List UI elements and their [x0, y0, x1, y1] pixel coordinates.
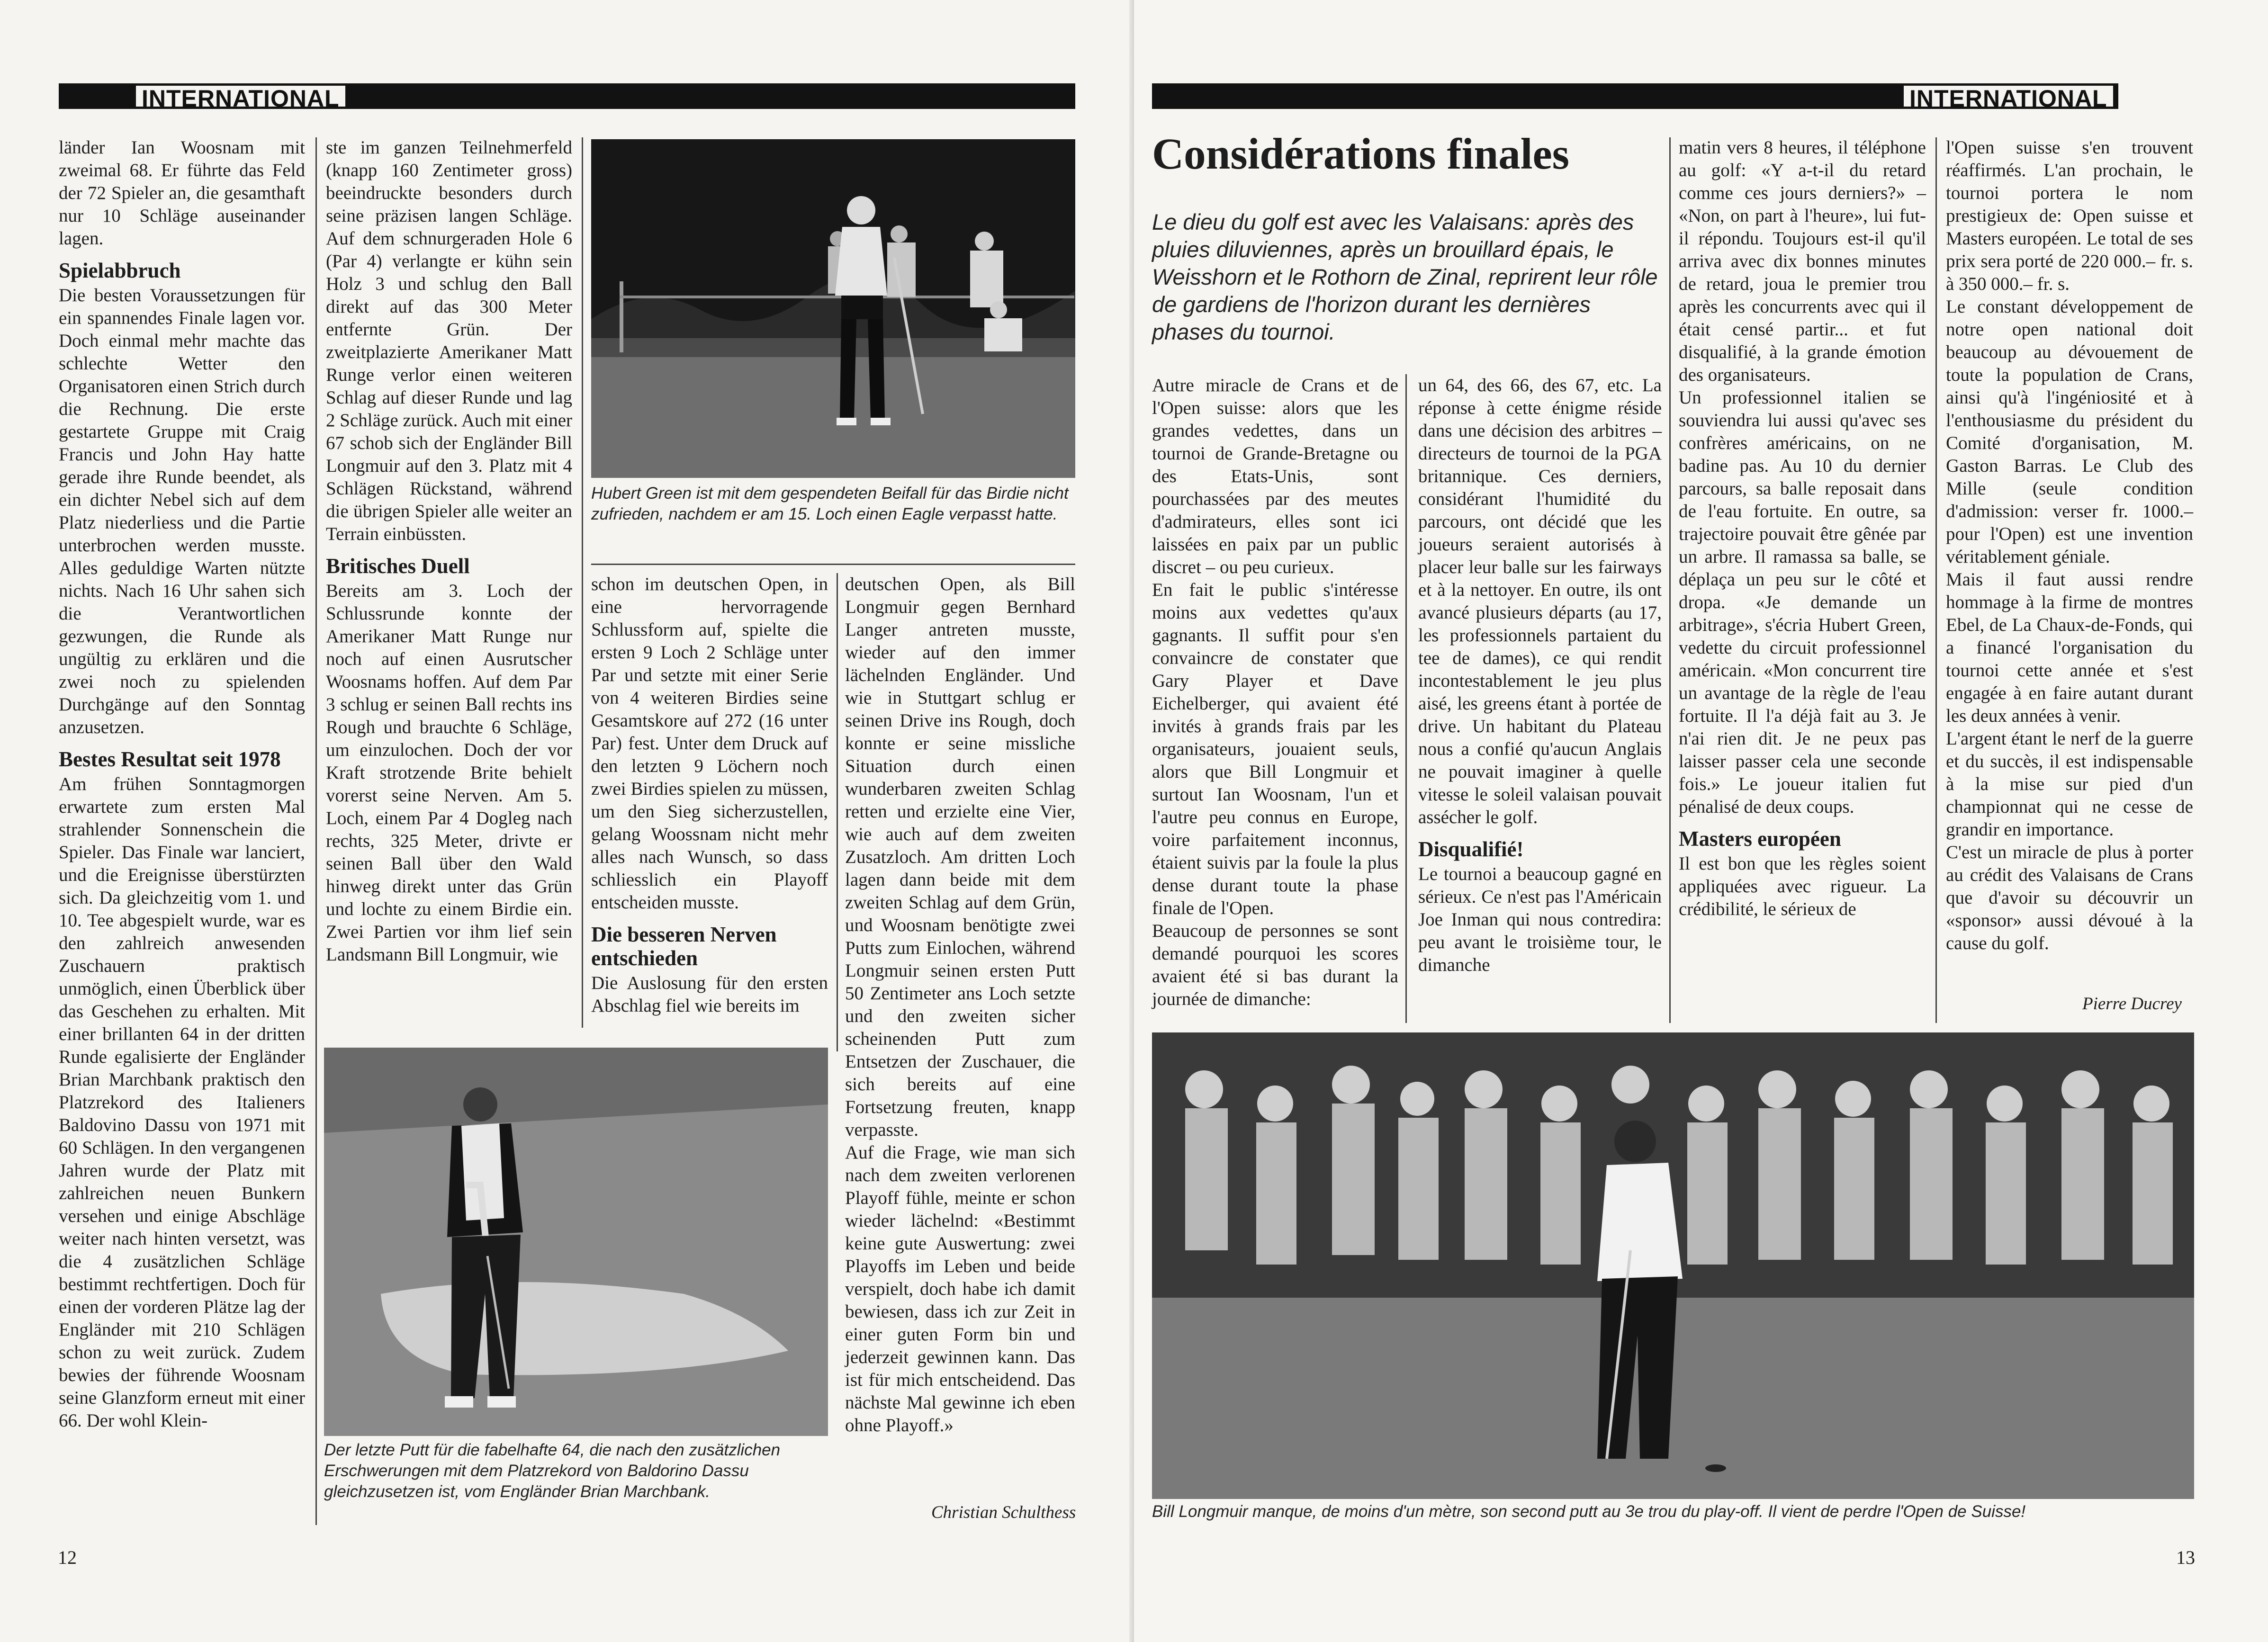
byline: Pierre Ducrey: [2082, 994, 2182, 1014]
article-column-4: [845, 573, 1075, 1437]
subheading: Die besseren Nerven entschieden: [591, 923, 777, 970]
section-rubric: INTERNATIONAL: [134, 83, 348, 109]
article-column-3: [1679, 136, 1926, 921]
paragraph: matin vers 8 heures, il téléphone au golf: «Y a-t-il du retard comme ces jours derniers?» – «Non, on part à l'heure», lui fut-il répondu. Toujours est-il qu'il arriva avec dix bonnes minutes de retard, joua le premier trou après les concurrents avec qui il était censé partir... et fut disqualifié, à la grande émotion des organisateurs.: [1679, 137, 1926, 385]
photo-bill-longmuir: [1152, 1032, 2194, 1499]
subheading: Spielabbruch: [59, 259, 181, 282]
article-column-2: [326, 136, 572, 966]
paragraph: Le constant développement de notre open national doit beaucoup au dévouement de toute la population de Crans, ainsi qu'à l'ingéniosité et à l'enthousiasme du président du Comité d'organisation, M. Gaston Barras. Le Club des Mille (seule condition d'admission: verser fr. 1000.– pour l'Open) est une invention véritablement géniale.: [1946, 296, 2193, 567]
paragraph: Bereits am 3. Loch der Schlussrunde konnte der Amerikaner Matt Runge nur noch auf einen Ausrutscher Woosnams hoffen. Auf dem Par 3 schlug er seinen Ball rechts ins Rough und brauchte 6 Schläge, um einzulochen. Doch der vor Kraft strotzende Brite behielt vorerst seine Nerven. Am 5. Loch, einem Par 4 Dogleg nach rechts, 325 Meter, drivte er seinen Ball über den Wald hinweg direkt unter das Grün und lochte zu einem Birdie ein. Zwei Partien vor ihm lief sein Landsmann Bill Longmuir, wie: [326, 581, 572, 965]
article-lead: Le dieu du golf est avec les Valaisans: après des pluies diluviennes, après un brouillard épais, le Weisshorn et le Rothorn de Zinal, reprirent leur rôle de gardiens de l'horizon durant les dernières phases du tournoi.: [1152, 209, 1658, 344]
paragraph: länder Ian Woosnam mit zweimal 68. Er führte das Feld der 72 Spieler an, die gesamthaft nur 10 Schläge auseinander lagen.: [59, 137, 305, 249]
column-rule: [582, 137, 583, 1028]
paragraph: Un professionnel italien se souviendra lui aussi qu'avec ses confrères américains, on ne badine pas. Au 10 du dernier parcours, sa balle reposait dans de l'eau fortuite. En outre, sa trajectoire pouvait être gênée par un arbre. Il ramassa sa balle, se déplaça un peu sur le côté et dropa. «Je demande un arbitrage», s'écria Hubert Green, vedette du circuit professionnel américain. «Mon concurrent tire un avantage de la règle de l'eau fortuite. Il l'a déjà fait au 3. Je n'ai rien dit. Je ne peux pas laisser passer cela une seconde fois.» Le joueur italien fut pénalisé de deux coups.: [1679, 387, 1926, 817]
paragraph: l'Open suisse s'en trouvent réaffirmés. L'an prochain, le tournoi portera le nom prestigieux de: Open suisse et Masters européen. Le total de ses prix sera porté de 220 000.– fr. s. à 350 000.– fr. s.: [1946, 137, 2193, 294]
paragraph: Autre miracle de Crans et de l'Open suisse: alors que les grandes vedettes, dans un tournoi de Grande-Bretagne ou des Etats-Unis, sont pourchassées par des meutes d'admirateurs, elles sont ici laissées en paix par un public discret – ou peu curieux.: [1152, 375, 1398, 577]
article-column-1: [1152, 374, 1398, 1011]
photo-brian-marchbank: [324, 1048, 828, 1436]
article-column-4: [1946, 136, 2193, 955]
photo-hubert-green-image: [591, 139, 1075, 478]
column-rule: [1669, 137, 1671, 1023]
paragraph: C'est un miracle de plus à porter au crédit des Valaisans de Crans que d'avoir su découvrir un «sponsor» aussi dévoué à la cause du golf.: [1946, 842, 2193, 953]
column-rule: [837, 573, 838, 1051]
paragraph: Die Auslosung für den ersten Abschlag fiel wie bereits im: [591, 973, 828, 1016]
page-number: 12: [58, 1547, 77, 1568]
photo-caption-bottom: Der letzte Putt für die fabelhafte 64, die nach den zusätzlichen Erschwerungen mit dem Platzrekord von Baldorino Dassu gleichzusetzen ist, vom Engländer Brian Marchbank.: [324, 1441, 781, 1501]
subheading: Disqualifié!: [1418, 837, 1524, 861]
subheading: Britisches Duell: [326, 554, 470, 578]
article-column-1: [59, 136, 305, 1432]
column-rule: [1405, 374, 1407, 1023]
column-rule: [1935, 137, 1937, 1023]
paragraph: L'argent étant le nerf de la guerre et du succès, il est indispensable à la mise sur pied d'un championnat qui ne cesse de grandir en importance.: [1946, 728, 2193, 840]
paragraph: En fait le public s'intéresse moins aux vedettes qu'aux gagnants. Il suffit pour s'en convaincre de constater que Gary Player et Dave Eichelberger, qui avaient été invités à grands frais par les organisateurs, jouaient seuls, alors que Bill Longmuir et surtout Ian Woosnam, l'un et l'autre peu connus en Europe, voire parfaitement inconnus, étaient suivis par la foule la plus dense durant toute la phase finale de l'Open.: [1152, 580, 1398, 918]
photo-caption: Bill Longmuir manque, de moins d'un mètre, son second putt au 3e trou du play-off. Il vient de perdre l'Open de Suisse!: [1152, 1502, 2026, 1521]
article-column-3: [591, 573, 828, 1017]
paragraph: Le tournoi a beaucoup gagné en sérieux. Ce n'est pas l'Américain Joe Inman qui nous contredira: peu avant le troisième tour, le dimanche: [1418, 864, 1662, 975]
column-rule: [315, 137, 317, 1525]
paragraph: deutschen Open, als Bill Longmuir gegen Bernhard Langer antreten musste, wieder auf den immer lächelnden Engländer. Und wie in Stuttgart schlug er seinen Drive ins Rough, doch konnte er seine missliche Situation durch einen wunderbaren zweiten Schlag retten und erzielte eine Vier, wie auch auf dem zweiten Zusatzloch. Am dritten Loch lagen dann beide mit dem zweiten Schlag auf dem Grün, und Woosnam benötigte zwei Putts zum Einlochen, während Longmuir seinen ersten Putt 50 Zentimeter ans Loch setzte und den zweiten sicher scheinenden Putt zum Entsetzen der Zuschauer, die sich bereits auf eine Fortsetzung freuten, knapp verpasste.: [845, 574, 1075, 1140]
paragraph: Beaucoup de personnes se sont demandé pourquoi les scores avaient été si bas durant la journée de dimanche:: [1152, 921, 1398, 1009]
photo-bill-longmuir-image: [1152, 1032, 2194, 1499]
paragraph: Il est bon que les règles soient appliquées avec rigueur. La crédibilité, le sérieux de: [1679, 853, 1926, 919]
paragraph: Auf die Frage, wie man sich nach dem zweiten verlorenen Playoff fühle, meinte er schon wieder lächelnd: «Bestimmt keine gute Auswertung: zwei Playoffs im Leben und beide verspielt, doch habe ich damit bewiesen, dass ich zur Zeit in einer guten Form bin und jederzeit gewinnen kann. Das ist für mich entscheidend. Das nächste Mal gewinne ich eben ohne Playoff.»: [845, 1142, 1075, 1436]
paragraph: Die besten Voraussetzungen für ein spannendes Finale lagen vor. Doch einmal mehr machte das schlechte Wetter den Organisatoren einen Strich durch die Rechnung. Die erste gestartete Gruppe mit Craig Francis und John Hay hatte gerade ihre Runde beendet, als ein dichter Nebel sich auf dem Platz niederliess und die Partie unterbrochen werden musste. Alles geduldige Warten nützte nichts. Nach 16 Uhr sahen sich die Verantwortlichen gezwungen, die Runde als ungültig zu erklären und die zwei noch zu spielenden Durchgänge auf den Sonntag anzusetzen.: [59, 285, 305, 737]
photo-brian-marchbank-image: [324, 1048, 828, 1436]
caption-rule: [591, 564, 1075, 565]
subheading: Masters européen: [1679, 827, 1841, 851]
paragraph: Mais il faut aussi rendre hommage à la firme de montres Ebel, de La Chaux-de-Fonds, qui a financé l'organisation du tournoi cette année et s'est engagée à en faire autant durant les deux années à venir.: [1946, 569, 2193, 726]
article-column-2: [1418, 374, 1662, 977]
paragraph: ste im ganzen Teilnehmerfeld (knapp 160 Zentimeter gross) beeindruckte besonders durch seine präzisen langen Schläge. Auf dem schnurgeraden Hole 6 (Par 4) verlangte er kühn sein Holz 3 und schlug den Ball direkt auf das 300 Meter entfernte Grün. Der zweitplazierte Amerikaner Matt Runge verlor einen weiteren Schlag auf dieser Runde und lag 2 Schläge zurück. Auch mit einer 67 schob sich der Engländer Bill Longmuir auf den 3. Platz mit 4 Schlägen Rückstand, während die übrigen Spieler alle weiter an Terrain einbüssten.: [326, 137, 572, 544]
page-number: 13: [2176, 1547, 2195, 1568]
section-rubric: INTERNATIONAL: [1901, 83, 2115, 109]
paragraph: un 64, des 66, des 67, etc. La réponse à cette énigme réside dans une décision des arbitres – directeurs de tournoi de la PGA britannique. Ces derniers, considérant l'humidité du parcours, ont décidé que les joueurs seraient autorisés à placer leur balle sur les fairways et à la nettoyer. En outre, ils ont avancé plusieurs départs (au 17, les professionnels partaient du tee de dames), ce qui rendit incontestablement le jeu plus aisé, les greens étant à portée de drive. Un habitant du Plateau nous a confié qu'aucun Anglais ne pouvait imaginer à quelle vitesse le soleil valaisan pouvait assécher le golf.: [1418, 375, 1662, 827]
byline: Christian Schulthess: [931, 1503, 1076, 1522]
subheading: Bestes Resultat seit 1978: [59, 747, 281, 771]
article-headline: Considérations finales: [1152, 130, 1570, 179]
paragraph: Am frühen Sonntagmorgen erwartete zum ersten Mal strahlender Sonnenschein die Spieler. Das Finale war lanciert, und die Ereignisse überstürzten sich. Da gleichzeitig vom 1. und 10. Tee abgespielt wurde, war es den zahlreich anwesenden Zuschauern praktisch unmöglich, einen Überblick über das Geschehen zu erhalten. Mit einer brillanten 64 in der dritten Runde egalisierte der Engländer Brian Marchbank praktisch den Platzrekord des Italieners Baldovino Dassu von 1971 mit 60 Schlägen. In den vergangenen Jahren wurde der Platz mit zahlreichen neuen Bunkern versehen und einige Abschläge weiter nach hinten versetzt, was die 4 zusätzlichen Schläge bestimmt rechtfertigen. Doch für einen der vorderen Plätze lag der Engländer mit 210 Schlägen schon zu weit zurück. Zudem bewies der führende Woosnam seine Glanzform erneut mit einer 66. Der wohl Klein-: [59, 774, 305, 1431]
photo-hubert-green: [591, 139, 1075, 478]
photo-caption-top: Hubert Green ist mit dem gespendeten Beifall für das Birdie nicht zufrieden, nachdem er am 15. Loch einen Eagle verpasst hatte.: [591, 484, 1069, 523]
paragraph: schon im deutschen Open, in eine hervorragende Schlussform auf, spielte die ersten 9 Loch 2 Schläge unter Par und setzte mit einer Serie von 4 weiteren Birdies seine Gesamtskore auf 272 (16 unter Par) fest. Unter dem Druck auf den letzten 9 Löchern noch zwei Birdies spielen zu müssen, um den Sieg sicherzustellen, gelang Woossnam nicht mehr alles nach Wunsch, so dass schliesslich ein Playoff entscheiden musste.: [591, 574, 828, 913]
